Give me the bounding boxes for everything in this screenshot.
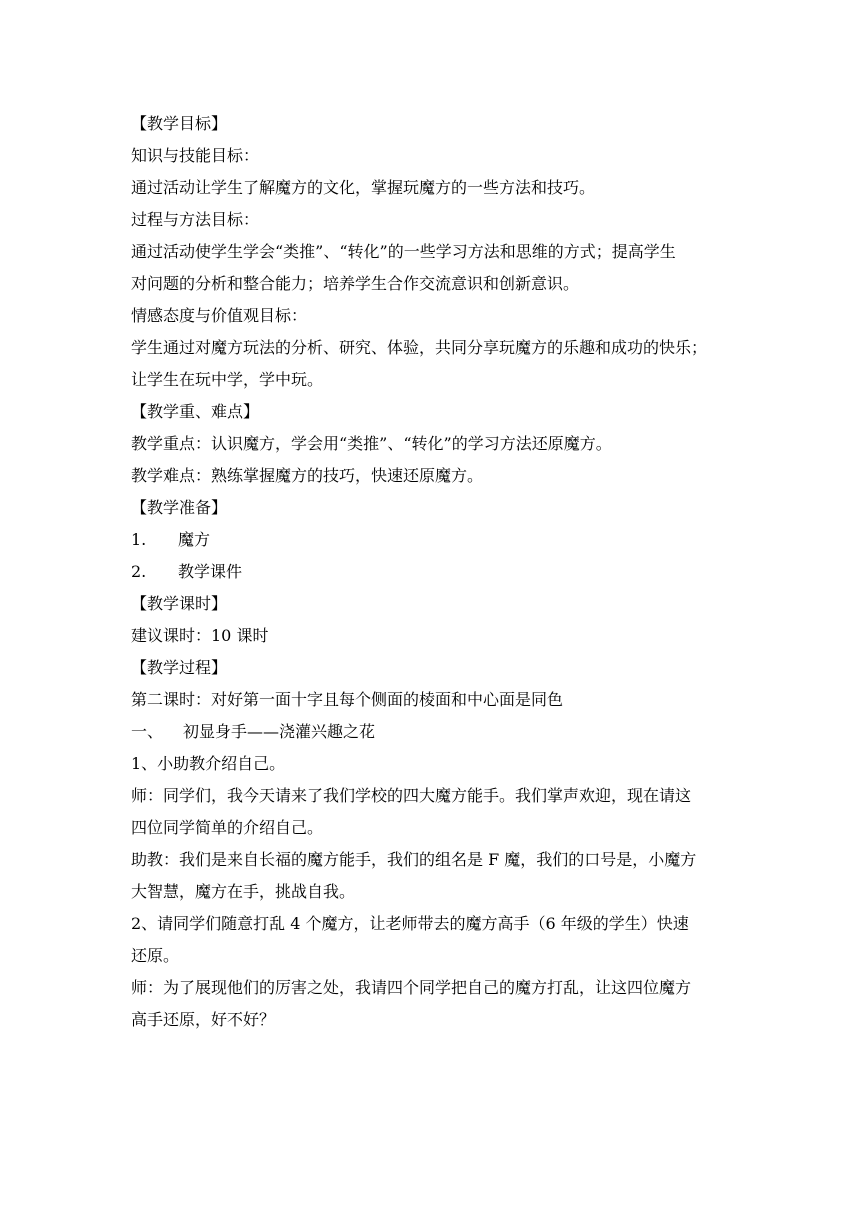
teacher-speech-1-line1: 师：同学们，我今天请来了我们学校的四大魔方能手。我们掌声欢迎，现在请这 — [131, 786, 692, 805]
prep-list-item — [131, 556, 736, 588]
process-methods-text-line2: 对问题的分析和整合能力；培养学生合作交流意识和创新意识。 — [131, 274, 580, 293]
document-body — [131, 108, 736, 1036]
section-one-title: 初显身手——浇灌兴趣之花 — [183, 722, 376, 741]
section-one-number: 一、 — [131, 722, 164, 741]
prep-item-text: 教学课件 — [178, 562, 243, 581]
heading-teaching-hours: 【教学课时】 — [131, 594, 228, 613]
prep-item-text: 魔方 — [178, 530, 211, 549]
teacher-speech-1-line2: 四位同学简单的介绍自己。 — [131, 818, 324, 837]
knowledge-skills-text: 通过活动让学生了解魔方的文化，掌握玩魔方的一些方法和技巧。 — [131, 178, 596, 197]
difficult-point-text: 教学难点：熟练掌握魔方的技巧，快速还原魔方。 — [131, 466, 484, 485]
teacher-speech-2-line1: 师：为了展现他们的厉害之处，我请四个同学把自己的魔方打乱，让这四位魔方 — [131, 978, 692, 997]
heading-teaching-process: 【教学过程】 — [131, 658, 228, 677]
prep-item-number: 1. — [131, 530, 147, 549]
heading-teaching-preparation: 【教学准备】 — [131, 498, 228, 517]
suggested-hours-text: 建议课时：10 课时 — [131, 626, 269, 645]
step-two-text-line2: 还原。 — [131, 946, 180, 965]
process-methods-label: 过程与方法目标： — [131, 210, 260, 229]
heading-key-difficult-points: 【教学重、难点】 — [131, 402, 260, 421]
emotion-values-text-line2: 让学生在玩中学，学中玩。 — [131, 370, 324, 389]
assistant-speech-line1: 助教：我们是来自长福的魔方能手，我们的组名是 F 魔，我们的口号是，小魔方 — [131, 850, 697, 869]
step-two-text-line1: 2、请同学们随意打乱 4 个魔方，让老师带去的魔方高手（6 年级的学生）快速 — [131, 914, 689, 933]
lesson-title: 第二课时：对好第一面十字且每个侧面的棱面和中心面是同色 — [131, 690, 564, 709]
heading-teaching-objectives: 【教学目标】 — [131, 114, 228, 133]
assistant-speech-line2: 大智慧，魔方在手，挑战自我。 — [131, 882, 356, 901]
step-one-text: 1、小助教介绍自己。 — [131, 754, 286, 773]
prep-item-number: 2. — [131, 562, 147, 581]
section-one-heading — [131, 716, 736, 748]
emotion-values-text-line1: 学生通过对魔方玩法的分析、研究、体验，共同分享玩魔方的乐趣和成功的快乐； — [131, 338, 708, 357]
prep-list-item — [131, 524, 736, 556]
teacher-speech-2-line2: 高手还原，好不好？ — [131, 1010, 276, 1029]
emotion-values-label: 情感态度与价值观目标： — [131, 306, 308, 325]
process-methods-text-line1: 通过活动使学生学会“类推”、“转化”的一些学习方法和思维的方式；提高学生 — [131, 242, 676, 261]
knowledge-skills-label: 知识与技能目标： — [131, 146, 260, 165]
key-point-text: 教学重点：认识魔方，学会用“类推”、“转化”的学习方法还原魔方。 — [131, 434, 612, 453]
